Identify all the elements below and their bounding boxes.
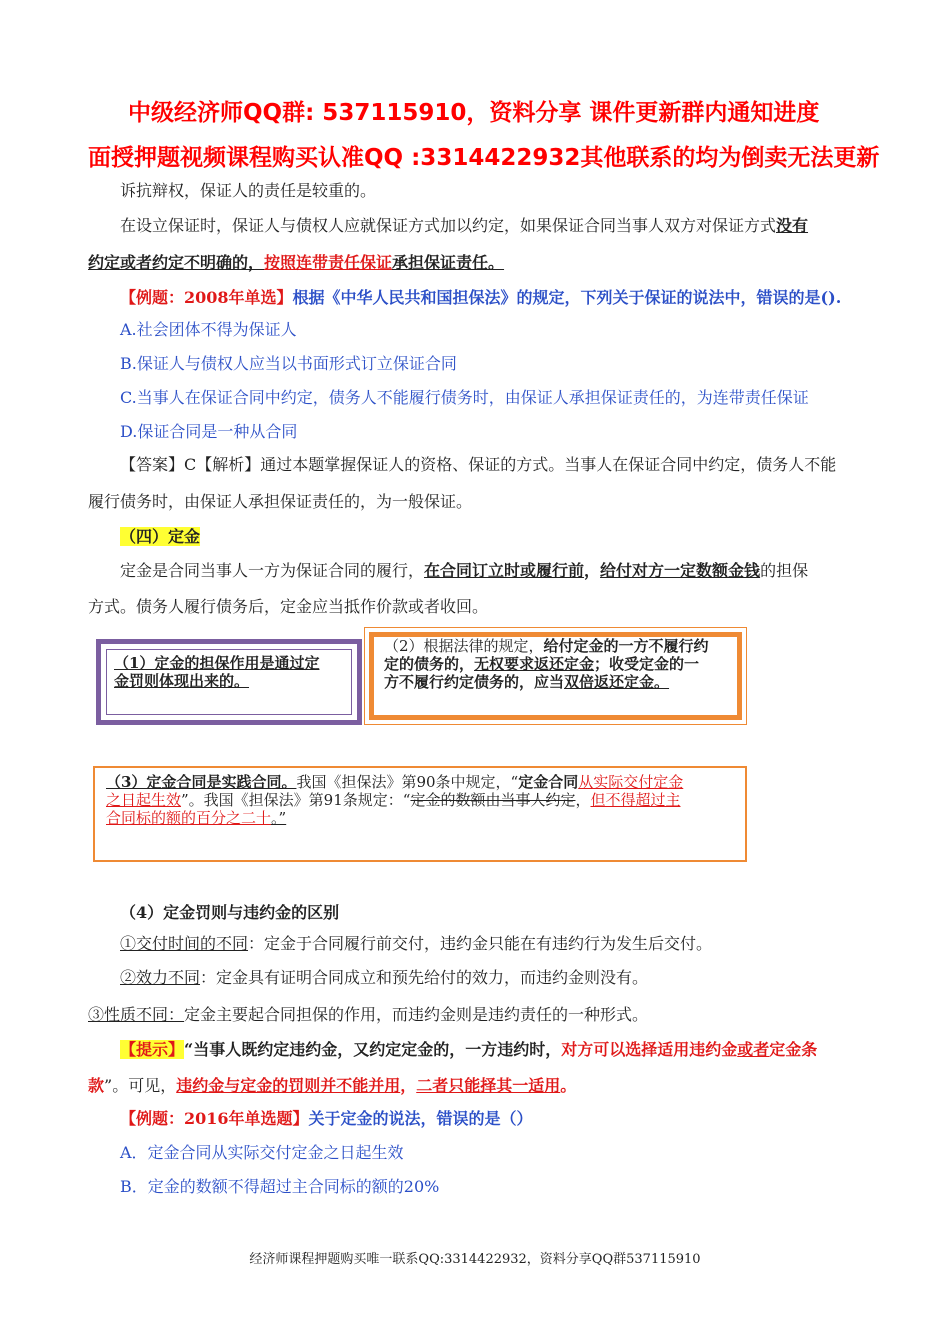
diff-row-2 [120,968,648,988]
text: 定的债务的， [384,655,475,673]
text-red: 对方可以选择适用违约金 [561,1040,738,1059]
text-red: 款 [88,1076,105,1095]
example-question: 根据《中华人民共和国担保法》的规定，下列关于保证的说法中，错误的是(). [292,288,842,307]
example-2-question [120,1109,533,1129]
text: 我国《担保法》第90条中规定，“ [296,773,519,791]
footer: 经济师课程押题购买唯一联系QQ:3314422932，资料分享QQ群537115910 [249,1252,701,1267]
text-red: 之日起生效 [106,791,182,809]
text-emph: 承担保证责任。 [392,253,505,272]
paragraph-1: 诉抗辩权，保证人的责任是较重的。 [120,181,377,200]
diff-label: ③性质不同： [88,1005,185,1024]
text-red: 但不得超过主 [590,791,681,809]
text-red: 合同标的额的百分之二十 [106,809,272,827]
text-emph: 约定或者约定不明确的， [88,253,265,272]
paragraph-2-line-1 [120,216,808,236]
example-2-option-a: A．定金合同从实际交付定金之日起生效 [120,1143,404,1162]
text-emph: 双倍返还定金 [564,673,655,691]
text: 方不履行约定债务的，应当 [384,673,565,691]
paragraph-2-line-2 [88,253,504,273]
header-line-1: 中级经济师QQ群: 537115910，资料分享 课件更新群内通知进度 [128,100,820,126]
diff-label: ②效力不同 [120,968,201,987]
example-tag: 【例题：2016年单选题】 [120,1109,309,1128]
text: ：定金于合同履行前交付，违约金只能在有违约行为发生后交付。 [248,934,713,953]
box-1-text [114,654,354,690]
text-red: 定金条 [769,1040,818,1059]
section-title-text: （四）定金 [120,527,201,546]
text-emph: 给付定金的一方不履行约 [543,637,709,655]
example-1-option-b: B.保证人与债权人应当以书面形式订立保证合同 [120,354,457,373]
text: ”。我国《担保法》第91条规定：“ [181,791,411,809]
text: 定金主要起合同担保的作用，而违约金则是违约责任的一种形式。 [184,1005,649,1024]
text: 定金是合同当事人一方为保证合同的履行， [120,561,425,580]
text: 的担保 [760,561,809,580]
box-3-text [106,773,740,827]
text: ， [584,561,601,580]
section-paragraph-1 [120,561,808,581]
text-emph: 无权要求返还定金 [474,655,595,673]
text: ”。可见， [104,1076,177,1095]
text-red: 。 [560,1076,577,1095]
example-1-option-c: C.当事人在保证合同中约定，债务人不能履行债务时，由保证人承担保证责任的，为连带责任保证 [120,388,809,407]
text-emph: 在合同订立时或履行前 [424,561,585,580]
text-emph: 没有 [776,216,809,235]
text-red: 按照连带责任保证 [264,253,393,272]
text: ， [575,791,591,809]
diff-label: ①交付时间的不同 [120,934,249,953]
example-2-option-b: B．定金的数额不得超过主合同标的额的20% [120,1177,440,1196]
text-red: 或者 [737,1040,770,1059]
diff-row-1 [120,934,712,954]
text: ：定金具有证明合同成立和预先给付的效力，而违约金则没有。 [200,968,649,987]
text: 在设立保证时，保证人与债权人应就保证方式加以约定，如果保证合同当事人双方对保证方式 [120,216,777,235]
text: ；收受定金的一 [594,655,700,673]
diff-row-3 [88,1005,648,1025]
box-2-text [384,637,736,691]
diff-title: （4）定金罚则与违约金的区别 [120,903,340,922]
text-emph: 定金合同 [518,773,579,791]
section-paragraph-2: 方式。债务人履行债务后，定金应当抵作价款或者收回。 [88,597,489,616]
box-1-line-1: （1）定金的担保作用是通过定 [114,654,320,672]
example-1-option-d: D.保证合同是一种从合同 [120,422,298,441]
example-1-answer-1: 【答案】C【解析】通过本题掌握保证人的资格、保证的方式。当事人在保证合同中约定，债务人不能 [120,455,837,474]
text-emph: 给付对方一定数额金钱 [600,561,761,580]
header-line-2: 面授押题视频课程购买认准QQ :3314422932其他联系的均为倒卖无法更新 [88,145,880,171]
box-1-line-2: 金罚则体现出来的。 [114,672,250,690]
example-1-question [120,288,841,308]
text: 。 [654,673,670,691]
text: “当事人既约定违约金，又约定定金的，一方违约时， [184,1040,562,1059]
example-question: 关于定金的说法，错误的是（） [308,1109,533,1128]
example-1-answer-2: 履行债务时，由保证人承担保证责任的，为一般保证。 [88,492,473,511]
example-1-option-a: A.社会团体不得为保证人 [120,320,297,339]
section-title [120,527,200,547]
tip-tag: 【提示】 [120,1040,185,1059]
example-tag: 【例题：2008年单选】 [120,288,293,307]
text: （2）根据法律的规定， [384,637,544,655]
tip-line-1 [120,1040,817,1060]
text: 。” [271,809,287,827]
tip-line-2 [88,1076,576,1096]
text-red: 从实际交付定金 [578,773,684,791]
text-red: 二者只能择其一适用 [416,1076,561,1095]
text-red: 违约金与定金的罚则并不能并用 [176,1076,401,1095]
text-strike: 定金的数额由当事人约定 [410,791,576,809]
text-red: ， [400,1076,417,1095]
text-emph: （3）定金合同是实践合同。 [106,773,297,791]
